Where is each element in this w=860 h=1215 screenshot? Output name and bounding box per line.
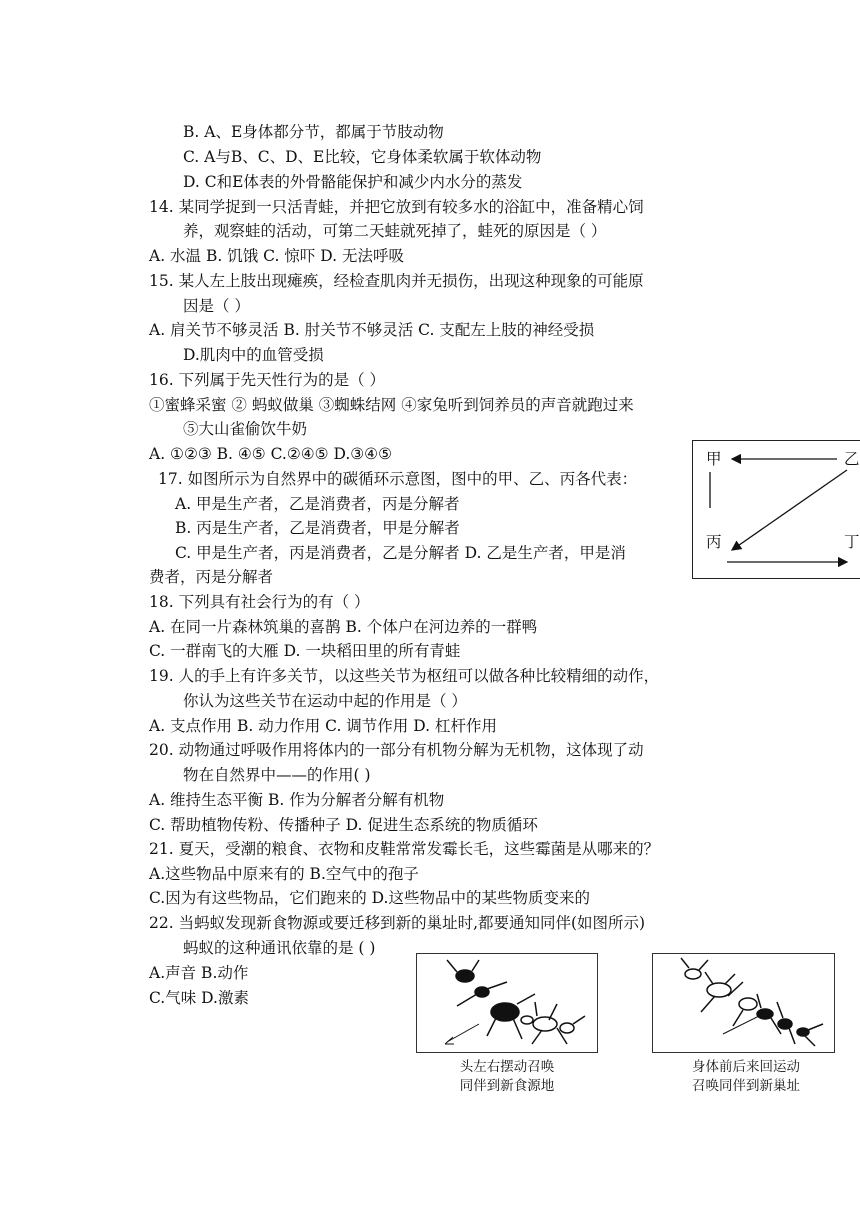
q18-options-line2: C. 一群南飞的大雁 D. 一块稻田里的所有青蛙	[149, 642, 461, 660]
q14-stem-line2: 养，观察蛙的活动，可第二天蛙就死掉了，蛙死的原因是（ ）	[183, 222, 607, 240]
q20-stem-line1: 20. 动物通过呼吸作用将体内的一部分有机物分解为无机物，这体现了动	[149, 741, 644, 759]
q16-options: A. ①②③ B. ④⑤ C.②④⑤ D.③④⑤	[149, 445, 392, 463]
q19-stem-line1: 19. 人的手上有许多关节，以这些关节为枢纽可以做各种比较精细的动作，	[149, 667, 660, 685]
q17-option-a: A. 甲是生产者，乙是消费者，丙是分解者	[175, 495, 460, 513]
q20-options-line2: C. 帮助植物传粉、传播种子 D. 促进生态系统的物质循环	[149, 816, 538, 834]
q14-stem-line1: 14. 某同学捉到一只活青蛙，并把它放到有较多水的浴缸中，准备精心饲	[149, 198, 644, 216]
ant-pair-illustration-1	[417, 954, 597, 1052]
carbon-cycle-diagram	[692, 440, 860, 580]
q13-option-b: B. A、E身体都分节，都属于节肢动物	[183, 123, 444, 141]
ant-caption-1-line2: 同伴到新食源地	[459, 1078, 555, 1094]
q15-options: A. 肩关节不够灵活 B. 肘关节不够灵活 C. 支配左上肢的神经受损	[149, 321, 595, 339]
diagram-label-bing: 丙	[706, 533, 722, 551]
q19-options: A. 支点作用 B. 动力作用 C. 调节作用 D. 杠杆作用	[149, 717, 497, 735]
q22-stem-line2: 蚂蚁的这种通讯依靠的是 ( )	[183, 939, 376, 957]
q20-options-line1: A. 维持生态平衡 B. 作为分解者分解有机物	[149, 791, 445, 809]
ant-pair-illustration-2	[653, 954, 834, 1052]
q17-option-b: B. 丙是生产者，乙是消费者，甲是分解者	[175, 519, 460, 537]
q22-stem-line1: 22. 当蚂蚁发现新食物源或要迁移到新的巢址时,都要通知同伴(如图所示)	[149, 914, 646, 932]
ant-figure-food-caption	[432, 1058, 582, 1096]
q20-stem-line2: 物在自然界中——的作用( )	[183, 766, 371, 784]
diagram-label-ding: 丁	[844, 533, 860, 551]
ant-caption-1-line1: 头左右摆动召唤	[459, 1059, 555, 1075]
diagram-label-yi: 乙	[844, 450, 860, 468]
diagram-label-jia: 甲	[706, 450, 722, 468]
q17-option-c-d: C. 甲是生产者，丙是消费者，乙是分解者 D. 乙是生产者，甲是消	[175, 544, 626, 562]
q21-stem: 21. 夏天，受潮的粮食、衣物和皮鞋常常发霉长毛，这些霉菌是从哪来的？	[149, 840, 660, 858]
q22-options-line2: C.气味 D.激素	[149, 989, 249, 1007]
q21-options-line2: C.因为有这些物品，它们跑来的 D.这些物品中的某些物质变来的	[149, 889, 590, 907]
q17-option-d-continued: 费者，丙是分解者	[149, 568, 274, 586]
q13-option-d: D. C和E体表的外骨骼能保护和减少内水分的蒸发	[183, 173, 523, 191]
q16-items-line1: ①蜜蜂采蜜 ② 蚂蚁做巢 ③蜘蛛结网 ④家兔听到饲养员的声音就跑过来	[149, 396, 634, 414]
q18-stem: 18. 下列具有社会行为的有（ ）	[149, 593, 370, 611]
ant-figure-food-source	[416, 953, 598, 1053]
q16-stem: 16. 下列属于先天性行为的是（ ）	[149, 371, 386, 389]
ant-figure-nest-caption	[666, 1058, 826, 1096]
ant-figure-new-nest	[652, 953, 835, 1053]
q15-option-d: D.肌肉中的血管受损	[183, 346, 324, 364]
q14-options: A. 水温 B. 饥饿 C. 惊吓 D. 无法呼吸	[149, 247, 404, 265]
q15-stem-line2: 因是（ ）	[183, 297, 250, 315]
q19-stem-line2: 你认为这些关节在运动中起的作用是（ ）	[183, 692, 467, 710]
q17-stem: 17. 如图所示为自然界中的碳循环示意图，图中的甲、乙、丙各代表：	[158, 470, 638, 488]
q16-items-line2: ⑤大山雀偷饮牛奶	[183, 420, 308, 438]
q22-options-line1: A.声音 B.动作	[149, 964, 249, 982]
q15-stem-line1: 15. 某人左上肢出现瘫痪，经检查肌肉并无损伤，出现这种现象的可能原	[149, 272, 644, 290]
q21-options-line1: A.这些物品中原来有的 B.空气中的孢子	[149, 865, 419, 883]
ant-caption-2-line1: 身体前后来回运动	[692, 1059, 800, 1075]
q18-options-line1: A. 在同一片森林筑巢的喜鹊 B. 个体户在河边养的一群鸭	[149, 618, 538, 636]
ant-caption-2-line2: 召唤同伴到新巢址	[692, 1078, 800, 1094]
q13-option-c: C. A与B、C、D、E比较，它身体柔软属于软体动物	[183, 148, 542, 166]
